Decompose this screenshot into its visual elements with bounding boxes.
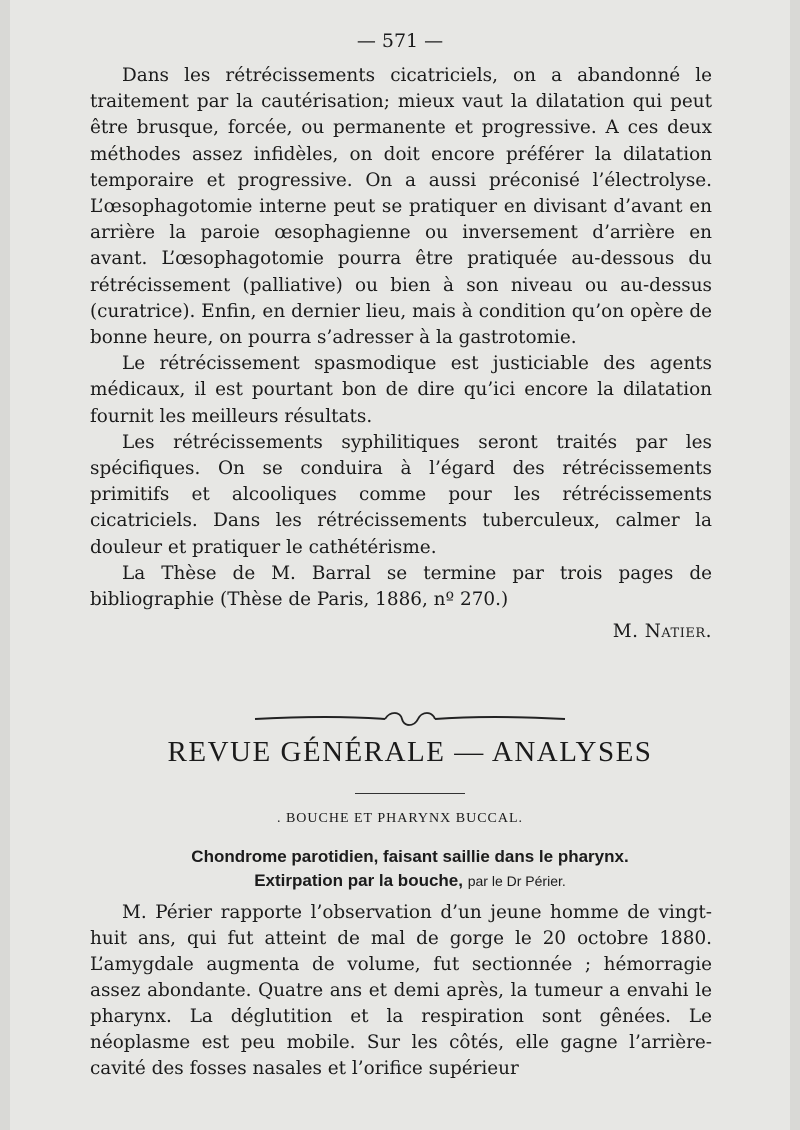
paragraph-spasmodic: Le rétrécissement spasmodique est justiciable des agents médicaux, il est pourtant bon de dire qu’ici encore la dilatation fournit les meilleurs résultats. (90, 353, 712, 427)
section-heading: REVUE GÉNÉRALE — ANALYSES (167, 736, 653, 768)
article-title-line2 (70, 869, 750, 893)
article-paragraph: M. Périer rapporte l’observation d’un jeune homme de vingt-huit ans, qui fut atteint de mal de gorge le 20 octobre 1880. L’amygdale augmenta de volume, fut sectionnée ; hémorragie assez abondante. Quatre ans et demi après, la tumeur a envahi le pharynx. La déglutition et la respiration sont gênées. Le néoplasme est peu mobile. Sur les côtés, elle gagne l’arrière-cavité des fosses nasales et l’orifice supérieur (90, 902, 712, 1079)
scanned-page (10, 0, 790, 1130)
article-title (70, 845, 750, 893)
paragraph-treatment: Dans les rétrécissements cicatriciels, on a abandonné le traitement par la cautérisation; mieux vaut la dilatation qui peut être brusque, forcée, ou permanente et progressive. A ces deux méthodes assez infidèles, on doit encore préférer la dilatation temporaire et progressive. On a aussi préconisé l’électrolyse. L’œsophagotomie interne peut se pratiquer en divisant d’avant en arrière la paroie œsophagienne ou inversement d’arrière en avant. L’œsophagotomie pourra être pratiquée au-dessous du rétrécissement (palliative) ou bien à son niveau ou au-dessus (curatrice). Enfin, en dernier lieu, mais à condition qu’on opère de bonne heure, on pourra s’adresser à la gastrotomie. (90, 65, 712, 349)
article-author: par le Dr Périer. (467, 873, 566, 889)
page-number: — 571 — (356, 30, 444, 52)
signature: M. Natier. (612, 621, 712, 643)
review-body (90, 63, 712, 645)
article-title-line1: Chondrome parotidien, faisant saillie dans le pharynx. (191, 847, 629, 866)
paragraph-thesis: La Thèse de M. Barral se termine par trois pages de bibliographie (Thèse de Paris, 1886, nº 270.) (90, 562, 712, 611)
article-title-text: Extirpation par la bouche, (254, 871, 463, 890)
ornament-divider (250, 708, 570, 730)
heading-rule (355, 793, 465, 794)
subsection-title: . BOUCHE ET PHARYNX BUCCAL. (276, 811, 524, 826)
paragraph-syphilitic: Les rétrécissements syphilitiques seront traités par les spécifiques. On se conduira à l’égard des rétrécissements primitifs et alcooliques comme pour les rétrécissements cicatriciels. Dans les rétrécissements tuberculeux, calmer la douleur et pratiquer le cathétérisme. (90, 431, 712, 558)
article-body (90, 900, 712, 1082)
